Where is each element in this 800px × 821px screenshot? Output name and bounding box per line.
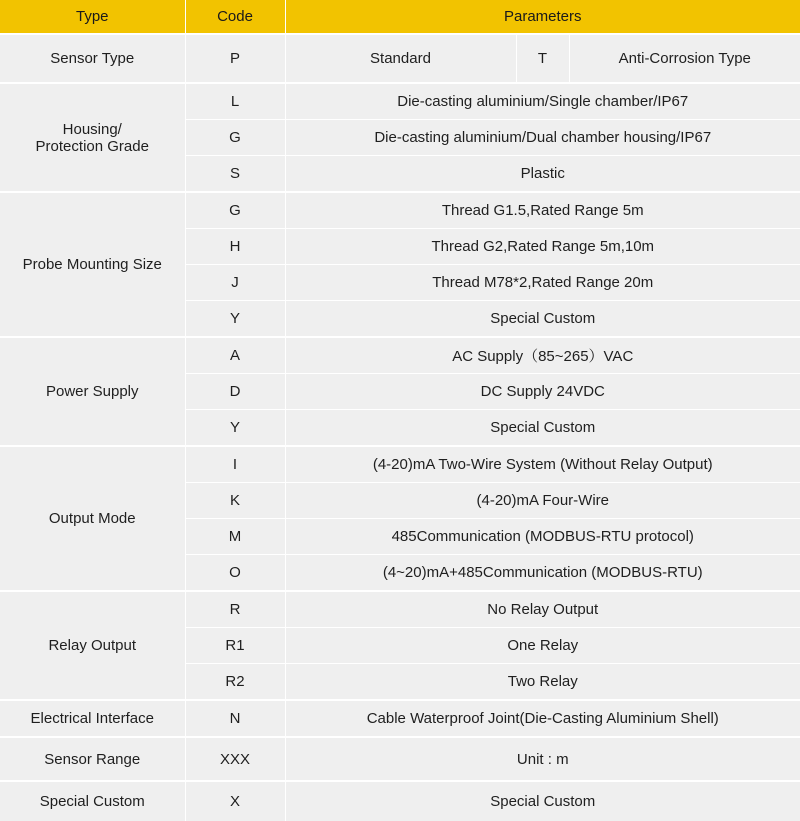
code-cell: H bbox=[185, 229, 285, 265]
param-cell: (4~20)mA+485Communication (MODBUS-RTU) bbox=[285, 555, 800, 592]
code-cell: R1 bbox=[185, 628, 285, 664]
type-cell-special: Special Custom bbox=[0, 781, 185, 821]
type-cell-electrical: Electrical Interface bbox=[0, 700, 185, 737]
code-cell: XXX bbox=[185, 737, 285, 781]
header-type: Type bbox=[0, 0, 185, 34]
code-cell: X bbox=[185, 781, 285, 821]
param-cell: Thread M78*2,Rated Range 20m bbox=[285, 265, 800, 301]
param-cell: No Relay Output bbox=[285, 591, 800, 628]
type-cell-probe: Probe Mounting Size bbox=[0, 192, 185, 337]
table-row bbox=[0, 446, 800, 483]
param-standard: Standard bbox=[286, 35, 517, 82]
header-parameters: Parameters bbox=[285, 0, 800, 34]
param-cell: Two Relay bbox=[285, 664, 800, 701]
table-row bbox=[0, 83, 800, 120]
type-cell-power: Power Supply bbox=[0, 337, 185, 446]
param-cell: Die-casting aluminium/Single chamber/IP67 bbox=[285, 83, 800, 120]
param-cell: Special Custom bbox=[285, 301, 800, 338]
type-cell-output: Output Mode bbox=[0, 446, 185, 591]
code-cell: S bbox=[185, 156, 285, 193]
param-cell: (4-20)mA Four-Wire bbox=[285, 483, 800, 519]
param-cell: Unit : m bbox=[285, 737, 800, 781]
table-row bbox=[0, 192, 800, 229]
code-cell: D bbox=[185, 374, 285, 410]
type-cell-range: Sensor Range bbox=[0, 737, 185, 781]
code-cell: Y bbox=[185, 410, 285, 447]
type-label: Housing/ Protection Grade bbox=[36, 121, 149, 155]
code-cell: G bbox=[185, 192, 285, 229]
type-cell-housing bbox=[0, 83, 185, 192]
table-row bbox=[0, 700, 800, 737]
code-cell: P bbox=[185, 34, 285, 83]
code-cell: J bbox=[185, 265, 285, 301]
code-cell: L bbox=[185, 83, 285, 120]
header-code: Code bbox=[185, 0, 285, 34]
header-row bbox=[0, 0, 800, 34]
table-row bbox=[0, 591, 800, 628]
code-cell: Y bbox=[185, 301, 285, 338]
param-cell: (4-20)mA Two-Wire System (Without Relay Output) bbox=[285, 446, 800, 483]
param-cell: Thread G2,Rated Range 5m,10m bbox=[285, 229, 800, 265]
param-cell: AC Supply（85~265）VAC bbox=[285, 337, 800, 374]
code-cell: O bbox=[185, 555, 285, 592]
code-cell-t: T bbox=[517, 35, 570, 82]
code-cell: M bbox=[185, 519, 285, 555]
param-cell: Cable Waterproof Joint(Die-Casting Aluminium Shell) bbox=[285, 700, 800, 737]
code-cell: R2 bbox=[185, 664, 285, 701]
table-row bbox=[0, 737, 800, 781]
code-cell: A bbox=[185, 337, 285, 374]
type-cell-relay: Relay Output bbox=[0, 591, 185, 700]
code-cell: N bbox=[185, 700, 285, 737]
table-row bbox=[0, 781, 800, 821]
param-cell: Special Custom bbox=[285, 410, 800, 447]
param-cell bbox=[285, 34, 800, 83]
type-cell-sensor-type: Sensor Type bbox=[0, 34, 185, 83]
param-cell: Plastic bbox=[285, 156, 800, 193]
code-cell: R bbox=[185, 591, 285, 628]
param-cell: One Relay bbox=[285, 628, 800, 664]
code-cell: G bbox=[185, 120, 285, 156]
param-cell: Special Custom bbox=[285, 781, 800, 821]
param-cell: Thread G1.5,Rated Range 5m bbox=[285, 192, 800, 229]
code-cell: K bbox=[185, 483, 285, 519]
param-cell: DC Supply 24VDC bbox=[285, 374, 800, 410]
param-anti-corrosion: Anti-Corrosion Type bbox=[570, 35, 800, 82]
table-row bbox=[0, 34, 800, 83]
param-cell: Die-casting aluminium/Dual chamber housing/IP67 bbox=[285, 120, 800, 156]
param-cell: 485Communication (MODBUS-RTU protocol) bbox=[285, 519, 800, 555]
table-row bbox=[0, 337, 800, 374]
code-cell: I bbox=[185, 446, 285, 483]
